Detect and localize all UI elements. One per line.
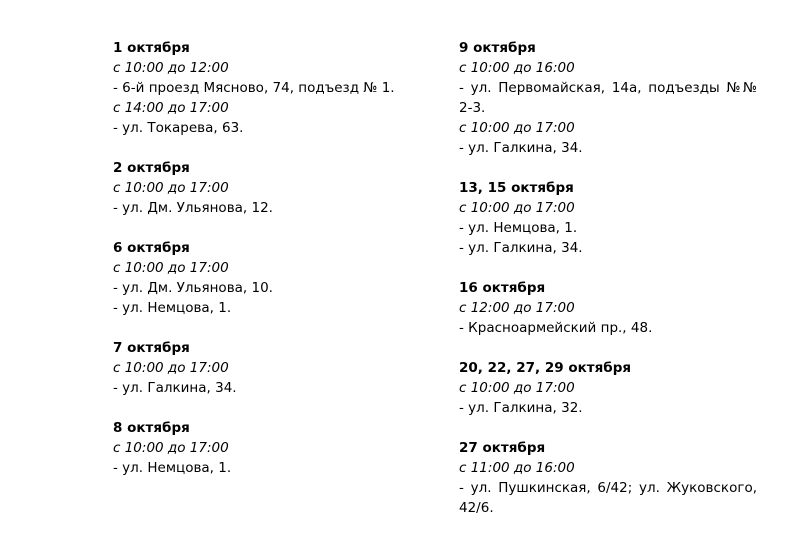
entry-date: 13, 15 октября (459, 180, 574, 196)
entry-date: 6 октября (113, 240, 190, 256)
schedule-entry (459, 38, 757, 158)
address: - ул. Первомайская, 14а, подъезды №№ 2-3. (459, 80, 757, 116)
schedule-entry (459, 438, 757, 518)
entry-date: 27 октября (459, 440, 546, 456)
entry-date: 2 октября (113, 160, 190, 176)
address: - ул. Галкина, 34. (459, 140, 583, 156)
entry-date: 8 октября (113, 420, 190, 436)
time-range: с 10:00 до 12:00 (113, 60, 229, 76)
address: - 6-й проезд Мясново, 74, подъезд № 1. (113, 80, 395, 96)
schedule-entry (113, 238, 413, 318)
address: - ул. Немцова, 1. (113, 300, 232, 316)
time-range: с 10:00 до 16:00 (459, 60, 575, 76)
address: - ул. Галкина, 34. (113, 380, 237, 396)
address: - Красноармейский пр., 48. (459, 320, 653, 336)
schedule-entry (459, 178, 757, 258)
time-range: с 10:00 до 17:00 (459, 200, 575, 216)
schedule-entry (113, 158, 413, 218)
schedule-entry (459, 358, 757, 418)
time-range: с 10:00 до 17:00 (113, 440, 229, 456)
address: - ул. Пушкинская, 6/42; ул. Жуковского, 42/6. (459, 480, 757, 516)
entry-date: 16 октября (459, 280, 546, 296)
entry-date: 1 октября (113, 40, 190, 56)
address: - ул. Токарева, 63. (113, 120, 244, 136)
time-range: с 11:00 до 16:00 (459, 460, 575, 476)
time-range: с 14:00 до 17:00 (113, 100, 229, 116)
address: - ул. Галкина, 32. (459, 400, 583, 416)
time-range: с 10:00 до 17:00 (459, 380, 575, 396)
time-range: с 10:00 до 17:00 (459, 120, 575, 136)
schedule-entry (113, 38, 413, 138)
entry-date: 7 октября (113, 340, 190, 356)
address: - ул. Дм. Ульянова, 12. (113, 200, 273, 216)
entry-date: 9 октября (459, 40, 536, 56)
address: - ул. Дм. Ульянова, 10. (113, 280, 273, 296)
schedule-column-left (113, 38, 413, 498)
schedule-entry (113, 338, 413, 398)
time-range: с 10:00 до 17:00 (113, 260, 229, 276)
address: - ул. Немцова, 1. (113, 460, 232, 476)
time-range: с 10:00 до 17:00 (113, 180, 229, 196)
schedule-entry (459, 278, 757, 338)
schedule-column-right (459, 38, 757, 538)
time-range: с 12:00 до 17:00 (459, 300, 575, 316)
address: - ул. Немцова, 1. (459, 220, 578, 236)
address: - ул. Галкина, 34. (459, 240, 583, 256)
time-range: с 10:00 до 17:00 (113, 360, 229, 376)
entry-date: 20, 22, 27, 29 октября (459, 360, 632, 376)
schedule-entry (113, 418, 413, 478)
